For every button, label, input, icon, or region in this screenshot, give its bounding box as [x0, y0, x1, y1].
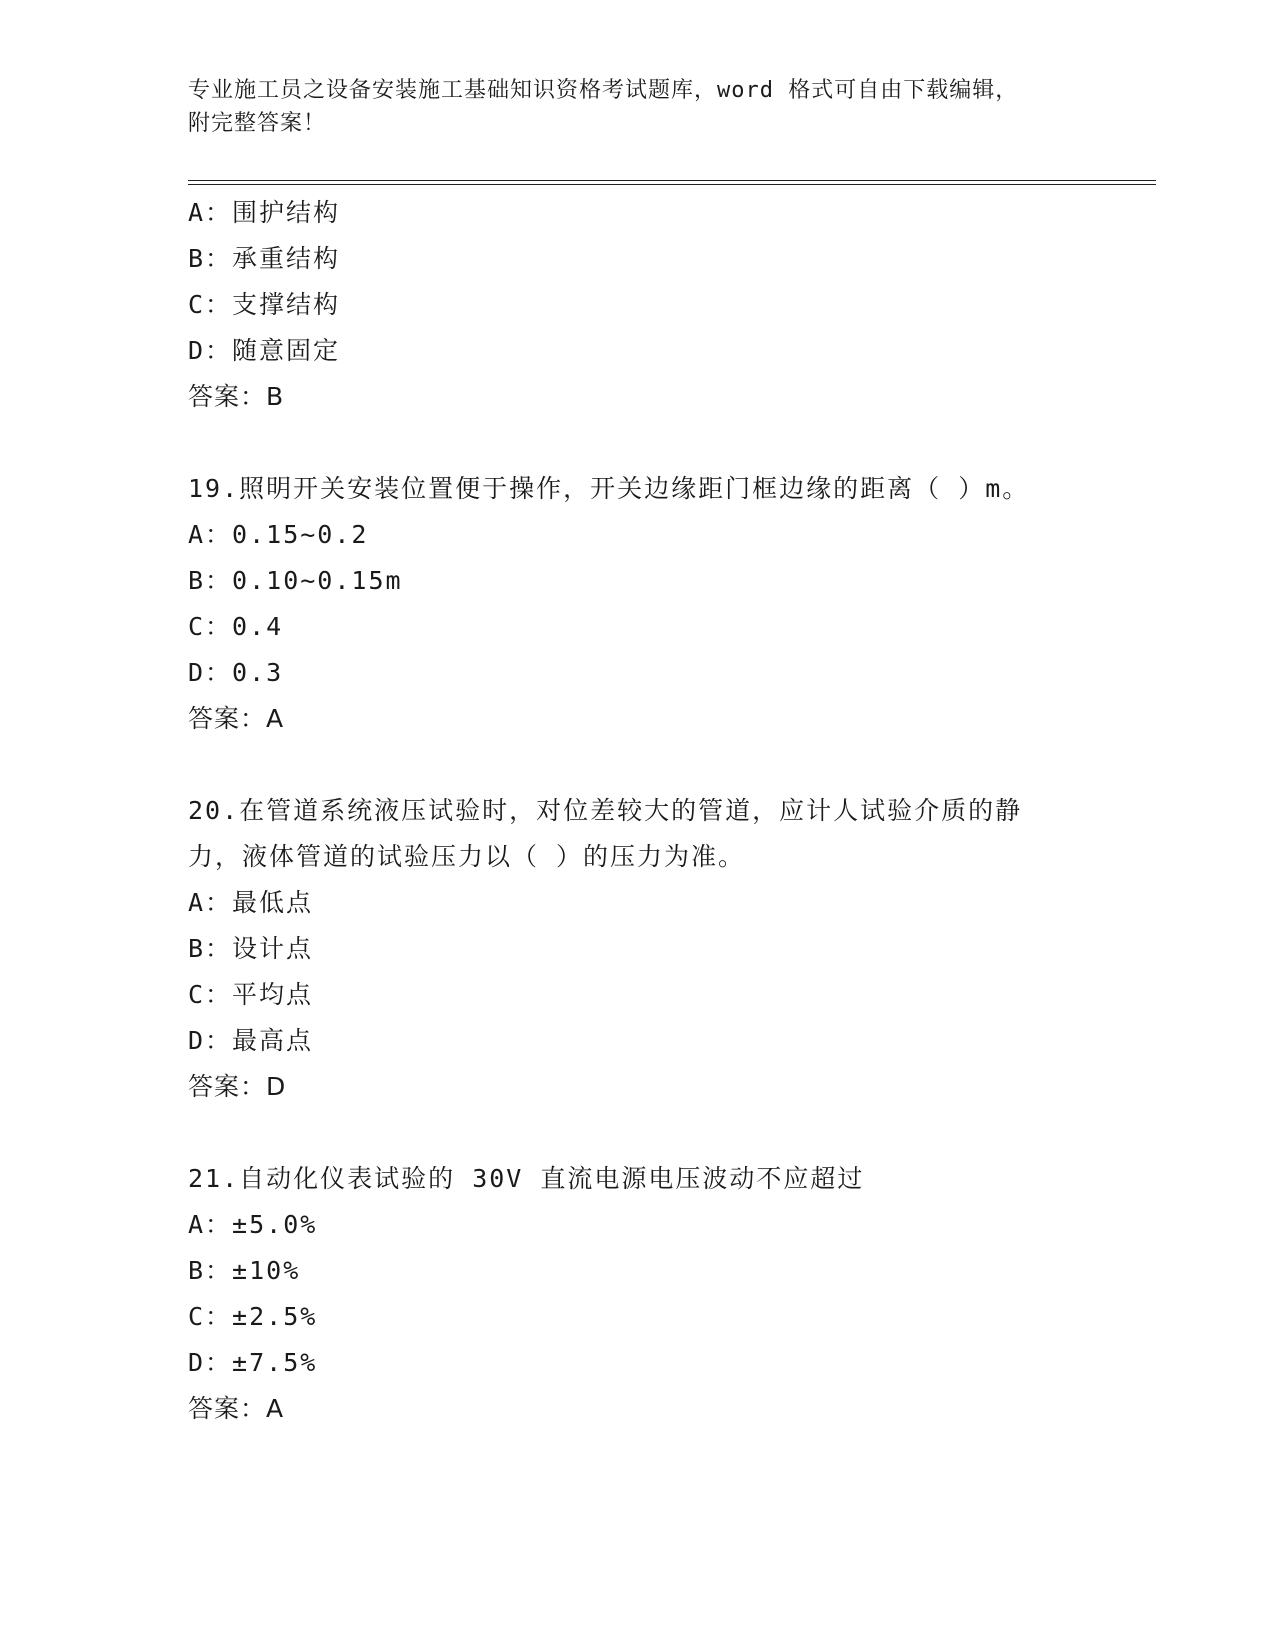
option-c: C：0.4 — [188, 612, 284, 641]
header-divider-bottom — [188, 184, 1156, 185]
question-gap — [188, 420, 1148, 466]
option-b: B：承重结构 — [188, 244, 341, 273]
option-d: D：最高点 — [188, 1026, 314, 1055]
question-20 — [188, 788, 1148, 1110]
option-c: C：±2.5% — [188, 1302, 318, 1331]
option-d: D：随意固定 — [188, 336, 341, 365]
answer-line: 答案：A — [188, 704, 285, 733]
option-c: C：平均点 — [188, 980, 314, 1009]
answer-line: 答案：A — [188, 1394, 285, 1423]
question-gap — [188, 1110, 1148, 1156]
header-line-1: 专业施工员之设备安装施工基础知识资格考试题库，word 格式可自由下载编辑， — [188, 78, 1019, 103]
option-a: A：0.15~0.2 — [188, 520, 369, 549]
document-header — [188, 74, 1078, 140]
question-stem-line-2: 力，液体管道的试验压力以（ ）的压力为准。 — [188, 842, 746, 871]
option-b: B：设计点 — [188, 934, 314, 963]
header-line-2: 附完整答案！ — [188, 111, 327, 136]
header-divider-top — [188, 180, 1156, 181]
option-a: A：±5.0% — [188, 1210, 318, 1239]
option-a: A：最低点 — [188, 888, 314, 917]
question-19 — [188, 466, 1148, 742]
question-list — [188, 190, 1148, 1432]
option-a: A：围护结构 — [188, 198, 341, 227]
answer-line: 答案：D — [188, 1072, 287, 1101]
option-d: D：±7.5% — [188, 1348, 318, 1377]
question-stem-line-1: 20.在管道系统液压试验时，对位差较大的管道，应计人试验介质的静 — [188, 796, 1023, 825]
question-21 — [188, 1156, 1148, 1432]
question-gap — [188, 742, 1148, 788]
question-stem: 19.照明开关安装位置便于操作，开关边缘距门框边缘的距离（ ）m。 — [188, 474, 1030, 503]
question-18 — [188, 190, 1148, 420]
option-c: C：支撑结构 — [188, 290, 341, 319]
option-b: B：0.10~0.15m — [188, 566, 403, 595]
answer-line: 答案：B — [188, 382, 285, 411]
option-b: B：±10% — [188, 1256, 301, 1285]
option-d: D：0.3 — [188, 658, 284, 687]
question-stem: 21.自动化仪表试验的 30V 直流电源电压波动不应超过 — [188, 1164, 865, 1193]
